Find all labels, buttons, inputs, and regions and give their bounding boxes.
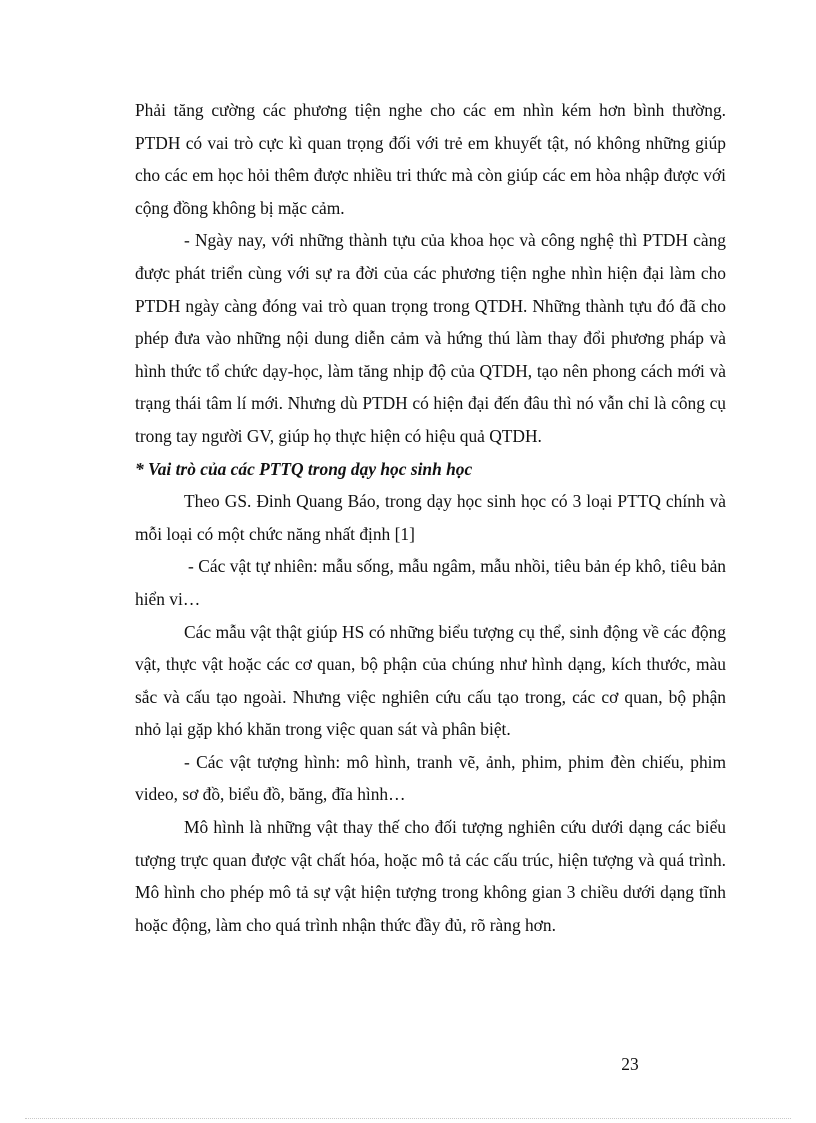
paragraph-modern-technology: - Ngày nay, với những thành tựu của khoa học và công nghệ thì PTDH càng được phát triển cùng với sự ra đời của các phương tiện nghe nhìn hiện đại làm cho PTDH ngày càng đóng vai trò quan trọng trong QTDH. Những thành tựu đó đã cho phép đưa vào những nội dung diễn cảm và hứng thú làm thay đổi phương pháp và hình thức tổ chức dạy-học, làm tăng nhịp độ của QTDH, tạo nên phong cách mới và trạng thái tâm lí mới. Nhưng dù PTDH có hiện đại đến đâu thì nó vẫn chỉ là công cụ trong tay người GV, giúp họ thực hiện có hiệu quả QTDH. (135, 230, 726, 446)
paragraph-three-types: Theo GS. Đinh Quang Báo, trong dạy học sinh học có 3 loại PTTQ chính và mỗi loại có một chức năng nhất định [1] (135, 491, 726, 544)
paragraph-special-needs: Phải tăng cường các phương tiện nghe cho các em nhìn kém hơn bình thường. PTDH có vai trò cực kì quan trọng đối với trẻ em khuyết tật, nó không những giúp cho các em học hỏi thêm được nhiều tri thức mà còn giúp các em hòa nhập được với cộng đồng không bị mặc cảm. (135, 100, 726, 218)
section-heading: * Vai trò của các PTTQ trong dạy học sinh học (135, 458, 473, 479)
paragraph-natural-objects: - Các vật tự nhiên: mẫu sống, mẫu ngâm, mẫu nhồi, tiêu bản ép khô, tiêu bản hiển vi… (135, 556, 726, 609)
paragraph-real-specimens: Các mẫu vật thật giúp HS có những biểu tượng cụ thể, sinh động về các động vật, thực vật hoặc các cơ quan, bộ phận của chúng như hình dạng, kích thước, màu sắc và cấu tạo ngoài. Nhưng việc nghiên cứu cấu tạo trong, các cơ quan, bộ phận nhỏ lại gặp khó khăn trong việc quan sát và phân biệt. (135, 621, 726, 740)
body-text (135, 94, 726, 941)
paragraph-figurative-objects: - Các vật tượng hình: mô hình, tranh vẽ, ảnh, phim, phim đèn chiếu, phim video, sơ đồ, biểu đồ, băng, đĩa hình… (135, 751, 726, 805)
page-bottom-border (25, 1118, 791, 1119)
paragraph-models: Mô hình là những vật thay thế cho đối tượng nghiên cứu dưới dạng các biểu tượng trực quan được vật chất hóa, hoặc mô tả các cấu trúc, hiện tượng và quá trình. Mô hình cho phép mô tả sự vật hiện tượng trong không gian 3 chiều dưới dạng tĩnh hoặc động, làm cho quá trình nhận thức đầy đủ, rõ ràng hơn. (135, 817, 726, 935)
page-number: 23 (621, 1054, 639, 1074)
